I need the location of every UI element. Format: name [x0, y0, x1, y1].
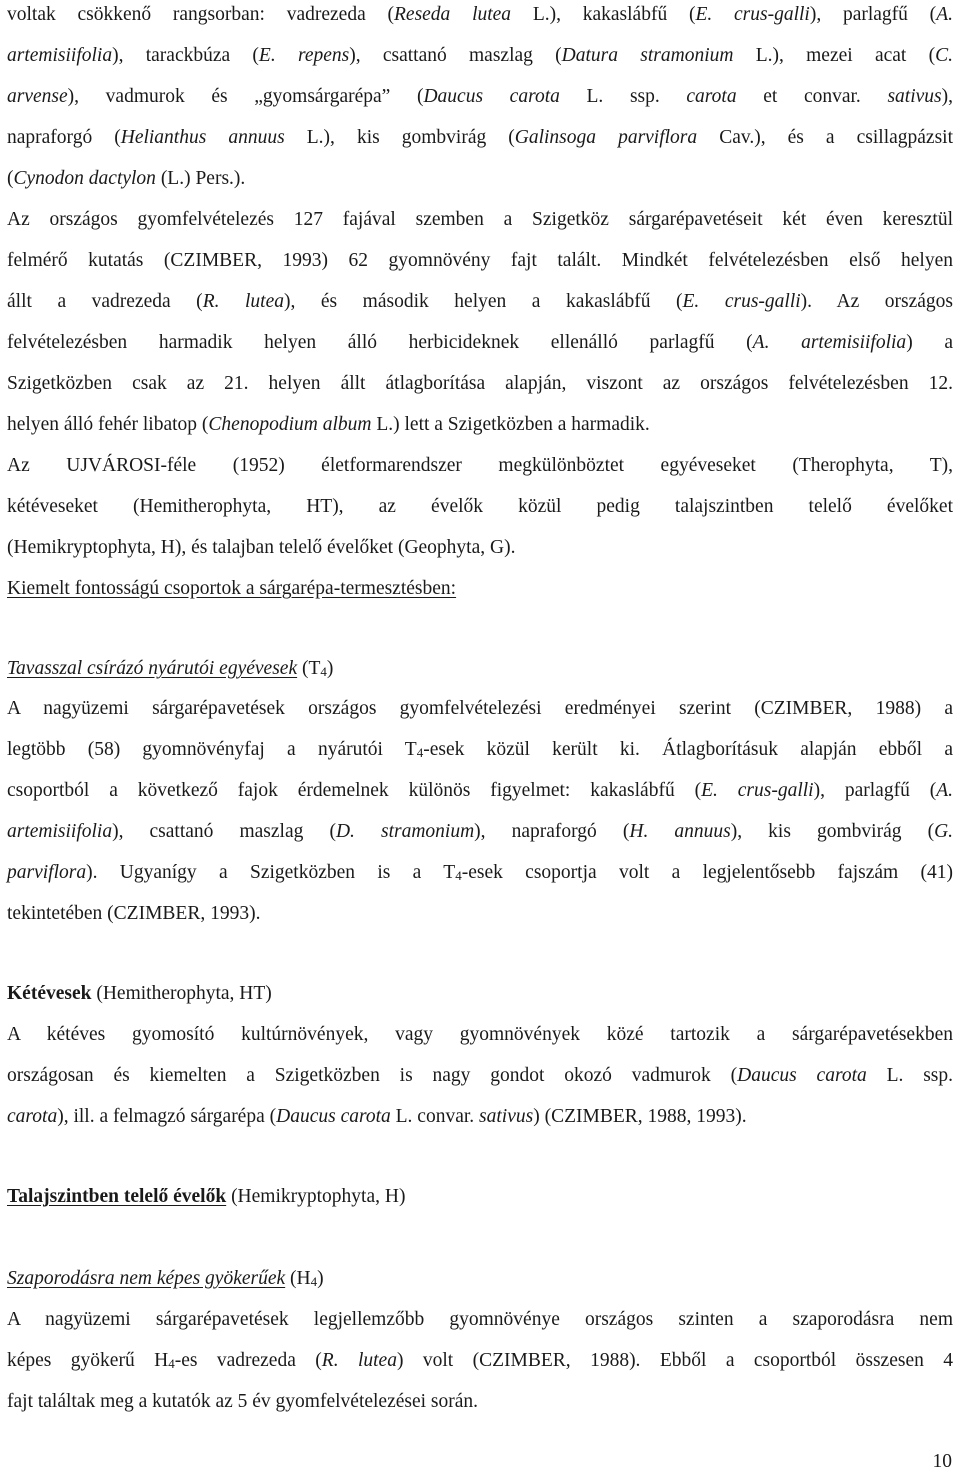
- text-line: A kétéves gyomosító kultúrnövények, vagy gyomnövények közé tartozik a sárgarépavetésekben: [7, 1024, 953, 1045]
- text-line: képes gyökerű $H_4-es$ vadrezeda (R. lutea) volt (CZIMBER, 1988). Ebből a csoportból összesen 4: [7, 1350, 954, 1371]
- text-line: helyen álló fehér libatop (Chenopodium album L.) lett a Szigetközben a harmadik.: [7, 414, 650, 435]
- subheading-h4: Szaporodásra nem képes gyökerűek $(H_4)$: [7, 1268, 324, 1289]
- text-line: (Cynodon dactylon (L.) Pers.).: [7, 168, 246, 189]
- section-intro: Kiemelt fontosságú csoportok a sárgarépa-termesztésben:: [7, 578, 457, 599]
- text-line: csoportból a következő fajok érdemelnek különös figyelmet: kakaslábfű (E. crus-galli), parlagfű (A.: [7, 780, 954, 801]
- text-line: legtöbb (58) gyomnövényfaj a nyárutói $T_4$-esek közül került ki. Átlagborításuk alapján ebből a: [7, 739, 953, 760]
- subheading-ht: Kétévesek (Hemitherophyta, HT): [7, 983, 272, 1004]
- text-line: arvense), vadmurok és „gyomsárgarépa” (Daucus carota L. ssp. carota et convar. sativus),: [7, 86, 953, 107]
- text-line: carota), ill. a felmagzó sárgarépa (Daucus carota L. convar. sativus) (CZIMBER, 1988, 1993).: [7, 1106, 747, 1127]
- subheading-h: Talajszintben telelő évelők (Hemikryptophyta, H): [7, 1186, 406, 1207]
- text-line: (Hemikryptophyta, H), és talajban telelő évelőket (Geophyta, G).: [7, 537, 516, 558]
- text-line: artemisiifolia), csattanó maszlag (D. stramonium), napraforgó (H. annuus), kis gombvirág (G.: [7, 821, 954, 842]
- text-line: A nagyüzemi sárgarépavetések legjellemzőbb gyomnövénye országos szinten a szaporodásra nem: [7, 1309, 953, 1330]
- text-line: fajt találtak meg a kutatók az 5 év gyomfelvételezései során.: [7, 1391, 479, 1412]
- text-line: Szigetközben csak az 21. helyen állt átlagborítása alapján, viszont az országos felvételezésben 12.: [7, 373, 953, 394]
- text-line: Az UJVÁROSI-féle (1952) életformarendszer megkülönböztet egyéveseket (Therophyta, T),: [7, 455, 953, 476]
- text-line: állt a vadrezeda (R. lutea), és második helyen a kakaslábfű (E. crus-galli). Az országos: [7, 291, 953, 312]
- text-line: A nagyüzemi sárgarépavetések országos gyomfelvételezési eredményei szerint (CZIMBER, 1988) a: [7, 698, 953, 719]
- page-number: 10: [932, 1451, 952, 1472]
- subheading-t4: Tavasszal csírázó nyárutói egyévesek $(T_4)$: [7, 658, 334, 679]
- text-line: felvételezésben harmadik helyen álló herbicideknek ellenálló parlagfű (A. artemisiifolia) a: [7, 332, 953, 353]
- text-line: országosan és kiemelten a Szigetközben is nagy gondot okozó vadmurok (Daucus carota L. ssp.: [7, 1065, 954, 1086]
- text-line: felmérő kutatás (CZIMBER, 1993) 62 gyomnövény fajt talált. Mindkét felvételezésben első helyen: [7, 250, 953, 271]
- text-line: parviflora). Ugyanígy a Szigetközben is a $T_4$-esek csoportja volt a legjelentősebb fajszám (41): [7, 862, 953, 883]
- text-line: artemisiifolia), tarackbúza (E. repens), csattanó maszlag (Datura stramonium L.), mezei acat (C.: [7, 45, 953, 66]
- text-line: napraforgó (Helianthus annuus L.), kis gombvirág (Galinsoga parviflora Cav.), és a csillagpázsit: [7, 127, 954, 148]
- text-line: voltak csökkenő rangsorban: vadrezeda (Reseda lutea L.), kakaslábfű (E. crus-galli), parlagfű (A.: [7, 4, 953, 25]
- text-line: tekintetében (CZIMBER, 1993).: [7, 903, 261, 924]
- text-line: kétéveseket (Hemitherophyta, HT), az évelők közül pedig talajszintben telelő évelőket: [7, 496, 953, 517]
- text-line: Az országos gyomfelvételezés 127 fajával szemben a Szigetköz sárgarépavetéseit két éven keresztül: [7, 209, 953, 230]
